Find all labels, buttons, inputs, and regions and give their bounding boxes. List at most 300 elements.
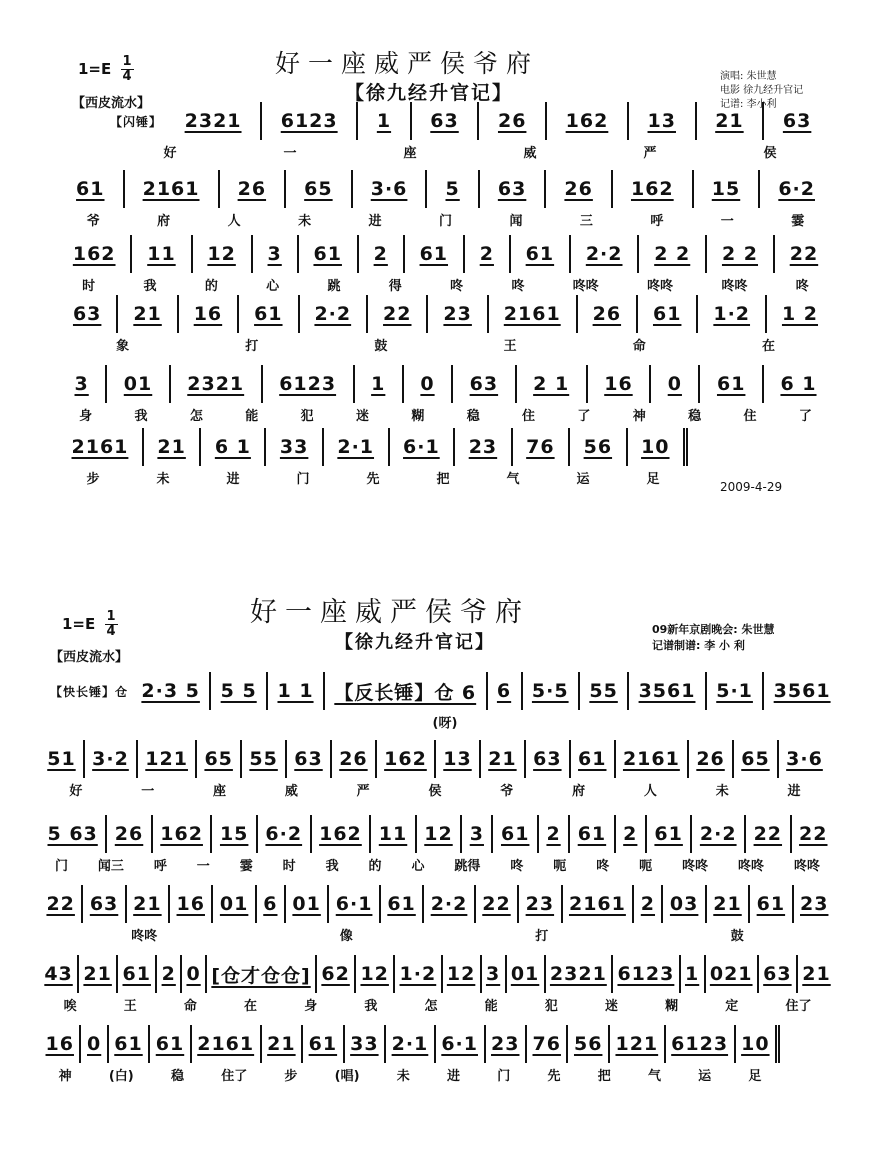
notes-line xyxy=(40,740,830,778)
staff-row xyxy=(40,740,830,804)
lyric-syllable: 好 xyxy=(163,146,177,161)
measure: 2 2 xyxy=(639,235,707,273)
measure: 2321 xyxy=(166,102,262,140)
lyric-syllable: 咚 xyxy=(450,279,464,294)
measure: 23 xyxy=(455,428,512,466)
measure: 23 xyxy=(428,295,488,333)
measure: 3·2 xyxy=(85,740,138,778)
measure: 021 xyxy=(706,955,759,993)
measure: 2·2 xyxy=(692,815,746,853)
notes-line xyxy=(40,885,835,923)
lyric-syllable: 象 xyxy=(116,339,130,354)
notes-line xyxy=(110,102,830,140)
lyric-syllable: 把 xyxy=(597,1069,611,1084)
measure: 1 1 xyxy=(268,672,325,710)
time-signature: $\frac{1}{4}$ xyxy=(106,609,116,639)
measure: 162 xyxy=(58,235,132,273)
lyric-syllable: 闻 xyxy=(509,214,523,229)
lyric-syllable: 霎 xyxy=(791,214,805,229)
measure: 61 xyxy=(571,740,616,778)
credits: 演唱: 朱世慧 电影 徐九经升官记 记谱: 李小利 xyxy=(720,71,804,110)
lyric-syllable: 住了 xyxy=(785,999,812,1014)
measure: 21 xyxy=(697,102,765,140)
measure: 【反长锤】仓 6 xyxy=(325,672,488,710)
measure: 22 xyxy=(746,815,791,853)
staff-row xyxy=(110,102,830,166)
lyric-syllable: 未 xyxy=(396,1069,410,1084)
measure: 6123 xyxy=(666,1025,736,1063)
measure: 2161 xyxy=(563,885,635,923)
lyric-syllable: 严 xyxy=(356,784,370,799)
lyric-syllable: 我 xyxy=(143,279,157,294)
lyric-syllable: 怎 xyxy=(424,999,438,1014)
lyric-syllable: 我 xyxy=(134,409,148,424)
lyric-syllable: 侯 xyxy=(428,784,442,799)
staff-row xyxy=(58,365,833,429)
lyric-syllable: 府 xyxy=(157,214,171,229)
measure: 2·3 5 xyxy=(132,672,211,710)
measure: 21 xyxy=(707,885,750,923)
staff-row xyxy=(58,235,833,299)
lyric-syllable: 呼 xyxy=(153,859,167,874)
credits: 09新年京剧晚会: 朱世慧 记谱制谱: 李 小 利 xyxy=(652,623,775,652)
measure: 12 xyxy=(193,235,253,273)
lyric-syllable: 进 xyxy=(368,214,382,229)
measure: 3561 xyxy=(773,680,831,702)
lyric-syllable: 命 xyxy=(632,339,646,354)
lyric-syllable: 足 xyxy=(748,1069,762,1084)
lyrics-line xyxy=(58,275,833,297)
lyrics-line xyxy=(40,1065,780,1087)
lyric-syllable: 我 xyxy=(325,859,339,874)
lyrics-line xyxy=(40,855,835,877)
measure: 2·1 xyxy=(324,428,390,466)
lyric-syllable: 人 xyxy=(643,784,657,799)
lyric-syllable: 犯 xyxy=(300,409,314,424)
lyric-syllable: 呃 xyxy=(639,859,653,874)
measure: 61 xyxy=(493,815,538,853)
lyric-syllable: 人 xyxy=(227,214,241,229)
measure: 61 xyxy=(647,815,692,853)
lyric-syllable: 像 xyxy=(339,929,353,944)
measure: 61 xyxy=(570,815,615,853)
lyric-syllable: 王 xyxy=(503,339,517,354)
measure: 6·2 xyxy=(258,815,312,853)
score-title: 好一座威严侯爷府 xyxy=(250,597,530,628)
lyric-syllable: 一 xyxy=(283,146,297,161)
measure: 22 xyxy=(789,243,819,265)
notes-line xyxy=(58,428,688,466)
lyric-syllable: (白) xyxy=(108,1069,134,1084)
measure: 61 xyxy=(58,170,125,208)
measure: 21 xyxy=(118,295,178,333)
lyric-syllable: 心 xyxy=(266,279,280,294)
lyric-syllable: 三 xyxy=(579,214,593,229)
measure: 26 xyxy=(546,170,613,208)
measure: 22 xyxy=(476,885,519,923)
notes-line xyxy=(50,672,840,710)
lyric-syllable: 气 xyxy=(506,472,520,487)
measure: 01 xyxy=(507,955,546,993)
lyric-syllable: 在 xyxy=(761,339,775,354)
measure: 33 xyxy=(266,428,323,466)
lyric-syllable: 犯 xyxy=(544,999,558,1014)
lyric-syllable: 步 xyxy=(284,1069,298,1084)
lyric-syllable: 门 xyxy=(54,859,68,874)
measure: 3 xyxy=(253,235,299,273)
measure: 12 xyxy=(443,955,482,993)
lyric-syllable: 糊 xyxy=(665,999,679,1014)
lyric-syllable: 进 xyxy=(226,472,240,487)
lyric-syllable: 座 xyxy=(403,146,417,161)
measure: 61 xyxy=(511,235,571,273)
measure: 61 xyxy=(299,235,359,273)
score-subtitle: 【徐九经升官记】 xyxy=(345,82,514,104)
measure: 63 xyxy=(526,740,571,778)
measure: 2·2 xyxy=(300,295,369,333)
measure: 76 xyxy=(513,428,570,466)
lyric-syllable: 一 xyxy=(196,859,210,874)
notes-line xyxy=(40,955,835,993)
measure: 2 xyxy=(539,815,570,853)
lyric-syllable: 时 xyxy=(82,279,96,294)
lyric-syllable: 步 xyxy=(86,472,100,487)
lyric-syllable: 先 xyxy=(547,1069,561,1084)
measure: 1 xyxy=(355,365,404,403)
lyric-syllable: 唉 xyxy=(63,999,77,1014)
measure: 63 xyxy=(759,955,798,993)
lyric-syllable: 能 xyxy=(484,999,498,1014)
measure: 61 xyxy=(405,235,465,273)
lyric-syllable: 鼓 xyxy=(730,929,744,944)
lyric-syllable: 定 xyxy=(725,999,739,1014)
lyric-syllable: 住了 xyxy=(221,1069,248,1084)
measure: 2 2 xyxy=(707,235,775,273)
measure: 23 xyxy=(519,885,562,923)
measure: 65 xyxy=(734,740,779,778)
measure: 63 xyxy=(453,365,516,403)
measure: 03 xyxy=(663,885,706,923)
notes-line xyxy=(58,170,833,208)
measure: 2·2 xyxy=(424,885,476,923)
lyric-syllable: 住 xyxy=(743,409,757,424)
lyric-syllable: 的 xyxy=(368,859,382,874)
lyric-syllable: 座 xyxy=(213,784,227,799)
lyric-syllable: 未 xyxy=(715,784,729,799)
measure: 2·1 xyxy=(386,1025,436,1063)
lyric-syllable: 足 xyxy=(646,472,660,487)
measure: 6·1 xyxy=(390,428,456,466)
lyric-syllable: 严 xyxy=(643,146,657,161)
measure: 63 xyxy=(58,295,118,333)
measure: 21 xyxy=(262,1025,303,1063)
lyric-syllable: 王 xyxy=(123,999,137,1014)
lyric-syllable: 跳 xyxy=(327,279,341,294)
measure: 0 xyxy=(404,365,453,403)
staff-row xyxy=(58,170,833,234)
measure: 1 xyxy=(681,955,706,993)
measure: 6·1 xyxy=(329,885,381,923)
measure: 22 xyxy=(799,823,828,845)
lyric-syllable: 运 xyxy=(698,1069,712,1084)
lyric-syllable: 咚 xyxy=(795,279,809,294)
lyrics-line xyxy=(40,780,830,802)
measure: 26 xyxy=(332,740,377,778)
measure: 6123 xyxy=(613,955,681,993)
measure: 6·2 xyxy=(778,178,815,200)
notes-line xyxy=(58,235,833,273)
lyric-syllable: 门 xyxy=(296,472,310,487)
lyric-syllable: 府 xyxy=(572,784,586,799)
lyric-syllable: 打 xyxy=(535,929,549,944)
measure: 16 xyxy=(40,1025,81,1063)
notes-line xyxy=(58,295,833,333)
measure: 2321 xyxy=(546,955,614,993)
measure: 61 xyxy=(638,295,698,333)
measure: 6 1 xyxy=(780,373,817,395)
lyric-syllable: 稳 xyxy=(170,1069,184,1084)
measure: 6 xyxy=(488,672,523,710)
lyric-syllable: 未 xyxy=(156,472,170,487)
lyrics-line xyxy=(58,405,833,427)
lyric-syllable: 运 xyxy=(576,472,590,487)
measure: 15 xyxy=(694,170,761,208)
notes-line xyxy=(40,1025,780,1063)
measure: 65 xyxy=(197,740,242,778)
lyric-syllable: 呃 xyxy=(553,859,567,874)
lyric-syllable: 爷 xyxy=(500,784,514,799)
score-title: 好一座威严侯爷府 xyxy=(275,49,540,78)
lyrics-line xyxy=(58,335,833,357)
measure: 6 1 xyxy=(201,428,266,466)
lyric-syllable: 神 xyxy=(58,1069,72,1084)
time-signature: $\frac{1}{4}$ xyxy=(122,54,132,84)
lyric-syllable: 怎 xyxy=(189,409,203,424)
measure: 61 xyxy=(750,885,793,923)
lyric-syllable: 咚 xyxy=(510,859,524,874)
lyric-syllable: 侯 xyxy=(763,146,777,161)
lyric-syllable: 稳 xyxy=(688,409,702,424)
lyric-syllable: 我 xyxy=(364,999,378,1014)
staff-row xyxy=(58,428,688,492)
measure: 5 63 xyxy=(40,815,107,853)
measure: 162 xyxy=(547,102,629,140)
measure: 13 xyxy=(436,740,481,778)
measure: 0 xyxy=(182,955,207,993)
lyric-syllable: 咚咚 xyxy=(738,859,765,874)
staff-row xyxy=(40,815,835,879)
measure: 2161 xyxy=(125,170,220,208)
measure: 55 xyxy=(580,672,629,710)
measure: 1 xyxy=(358,102,411,140)
lyric-syllable: 咚 xyxy=(511,279,525,294)
lyric-syllable: 命 xyxy=(183,999,197,1014)
measure: 26 xyxy=(107,815,152,853)
staff-row xyxy=(40,885,835,949)
score-sheet-2 xyxy=(0,570,870,1160)
lyric-syllable: 门 xyxy=(497,1069,511,1084)
measure: 55 xyxy=(242,740,287,778)
measure: 63 xyxy=(83,885,126,923)
lyric-syllable: 身 xyxy=(304,999,318,1014)
lyric-syllable: 鼓 xyxy=(374,339,388,354)
measure: 6123 xyxy=(263,365,355,403)
measure: 3·6 xyxy=(353,170,428,208)
measure: 21 xyxy=(144,428,201,466)
measure: 6 xyxy=(257,885,286,923)
measure: 2321 xyxy=(171,365,263,403)
measure: 2161 xyxy=(616,740,689,778)
measure: 1·2 xyxy=(698,295,767,333)
lyric-syllable: 咚咚 xyxy=(793,859,820,874)
lyric-syllable: 在 xyxy=(244,999,258,1014)
lyric-syllable: 爷 xyxy=(86,214,100,229)
score-sheet-1 xyxy=(0,0,870,560)
measure: 3561 xyxy=(629,672,707,710)
measure: 21 xyxy=(127,885,170,923)
measure: 3 xyxy=(462,815,493,853)
staff-row xyxy=(50,672,840,736)
measure: 10 xyxy=(736,1025,780,1063)
measure: 65 xyxy=(286,170,353,208)
measure: 12 xyxy=(356,955,395,993)
measure: 12 xyxy=(417,815,462,853)
measure: 2 1 xyxy=(517,365,588,403)
measure: 26 xyxy=(689,740,734,778)
measure: 2·2 xyxy=(571,235,639,273)
measure: 61 xyxy=(239,295,299,333)
measure: 56 xyxy=(568,1025,609,1063)
measure: 162 xyxy=(377,740,436,778)
measure: 5·1 xyxy=(707,672,764,710)
percussion-cue: 【快长锤】仓 xyxy=(50,684,129,699)
date-stamp: 2009-4-29 xyxy=(720,480,783,494)
lyric-syllable: 一 xyxy=(141,784,155,799)
lyric-syllable: 咚 xyxy=(596,859,610,874)
measure: 162 xyxy=(153,815,213,853)
measure: 22 xyxy=(40,885,83,923)
measure: 1·2 xyxy=(395,955,442,993)
lyric-syllable: 未 xyxy=(298,214,312,229)
lyric-syllable: 呼 xyxy=(650,214,664,229)
measure: 2161 xyxy=(58,428,144,466)
measure: 26 xyxy=(578,295,638,333)
lyric-syllable: 好 xyxy=(69,784,83,799)
staff-row xyxy=(58,295,833,359)
measure: 162 xyxy=(312,815,372,853)
lyric-syllable: 时 xyxy=(282,859,296,874)
lyric-syllable: 先 xyxy=(366,472,380,487)
notes-line xyxy=(40,815,835,853)
score-subtitle: 【徐九经升官记】 xyxy=(335,632,495,653)
lyric-syllable: (唱) xyxy=(334,1069,360,1084)
measure: 23 xyxy=(486,1025,527,1063)
tempo-label: 【西皮流水】 xyxy=(50,650,129,665)
lyric-syllable: 威 xyxy=(523,146,537,161)
lyric-syllable: 稳 xyxy=(466,409,480,424)
measure: 11 xyxy=(132,235,192,273)
measure: 3 xyxy=(58,365,107,403)
lyrics-line xyxy=(40,925,835,947)
measure: 63 xyxy=(782,110,812,132)
measure: 26 xyxy=(220,170,287,208)
measure: 43 xyxy=(40,955,79,993)
lyric-syllable: 得 xyxy=(388,279,402,294)
measure: 5 xyxy=(427,170,479,208)
lyric-syllable: 糊 xyxy=(411,409,425,424)
lyric-syllable: 气 xyxy=(647,1069,661,1084)
lyric-syllable: 咚咚 xyxy=(131,929,158,944)
lyric-syllable: 跳得 xyxy=(454,859,481,874)
measure: 2 xyxy=(465,235,511,273)
measure: 76 xyxy=(527,1025,568,1063)
measure: 121 xyxy=(610,1025,666,1063)
lyric-syllable: 住 xyxy=(522,409,536,424)
measure: 11 xyxy=(371,815,416,853)
measure: 61 xyxy=(303,1025,344,1063)
measure: 5 5 xyxy=(211,672,268,710)
lyric-syllable: 了 xyxy=(577,409,591,424)
lyric-syllable: 心 xyxy=(411,859,425,874)
measure: 0 xyxy=(651,365,700,403)
percussion-cue: 【闪锤】 xyxy=(110,114,163,129)
measure: 162 xyxy=(613,170,694,208)
lyric-syllable: 咚咚 xyxy=(721,279,748,294)
lyric-syllable: 迷 xyxy=(355,409,369,424)
lyric-syllable: 身 xyxy=(79,409,93,424)
lyric-syllable: 把 xyxy=(436,472,450,487)
measure: 61 xyxy=(118,955,157,993)
measure: 16 xyxy=(170,885,213,923)
measure: 3 xyxy=(482,955,507,993)
lyric-syllable: 迷 xyxy=(604,999,618,1014)
lyrics-line xyxy=(58,210,833,232)
lyric-syllable: 咚咚 xyxy=(647,279,674,294)
lyrics-line xyxy=(40,995,835,1017)
measure: 16 xyxy=(588,365,651,403)
lyric-syllable: 了 xyxy=(798,409,812,424)
lyric-syllable: 门 xyxy=(438,214,452,229)
measure: 62 xyxy=(317,955,356,993)
measure: 61 xyxy=(700,365,763,403)
lyric-syllable: 进 xyxy=(447,1069,461,1084)
staff-row xyxy=(40,955,835,1019)
measure: 63 xyxy=(480,170,547,208)
lyric-syllable: 能 xyxy=(245,409,259,424)
measure: 61 xyxy=(109,1025,150,1063)
measure: 121 xyxy=(138,740,197,778)
measure: 01 xyxy=(107,365,170,403)
lyrics-line xyxy=(50,712,840,734)
key-signature: 1=E $\frac{1}{4}$ xyxy=(62,609,116,639)
lyric-syllable: 霎 xyxy=(239,859,253,874)
measure: 26 xyxy=(479,102,547,140)
staff-row xyxy=(40,1025,780,1089)
key-signature: 1=E $\frac{1}{4}$ xyxy=(78,54,132,84)
lyric-syllable: 咚咚 xyxy=(682,859,709,874)
measure: 3·6 xyxy=(786,748,823,770)
tempo-label: 【西皮流水】 xyxy=(72,96,151,111)
measure: 56 xyxy=(570,428,627,466)
measure: 10 xyxy=(628,428,688,466)
measure: 21 xyxy=(802,963,831,985)
measure: 01 xyxy=(286,885,329,923)
measure: 0 xyxy=(81,1025,108,1063)
measure: 6123 xyxy=(262,102,358,140)
lyric-syllable: (呀) xyxy=(432,716,458,731)
measure: 33 xyxy=(345,1025,386,1063)
measure: 61 xyxy=(381,885,424,923)
